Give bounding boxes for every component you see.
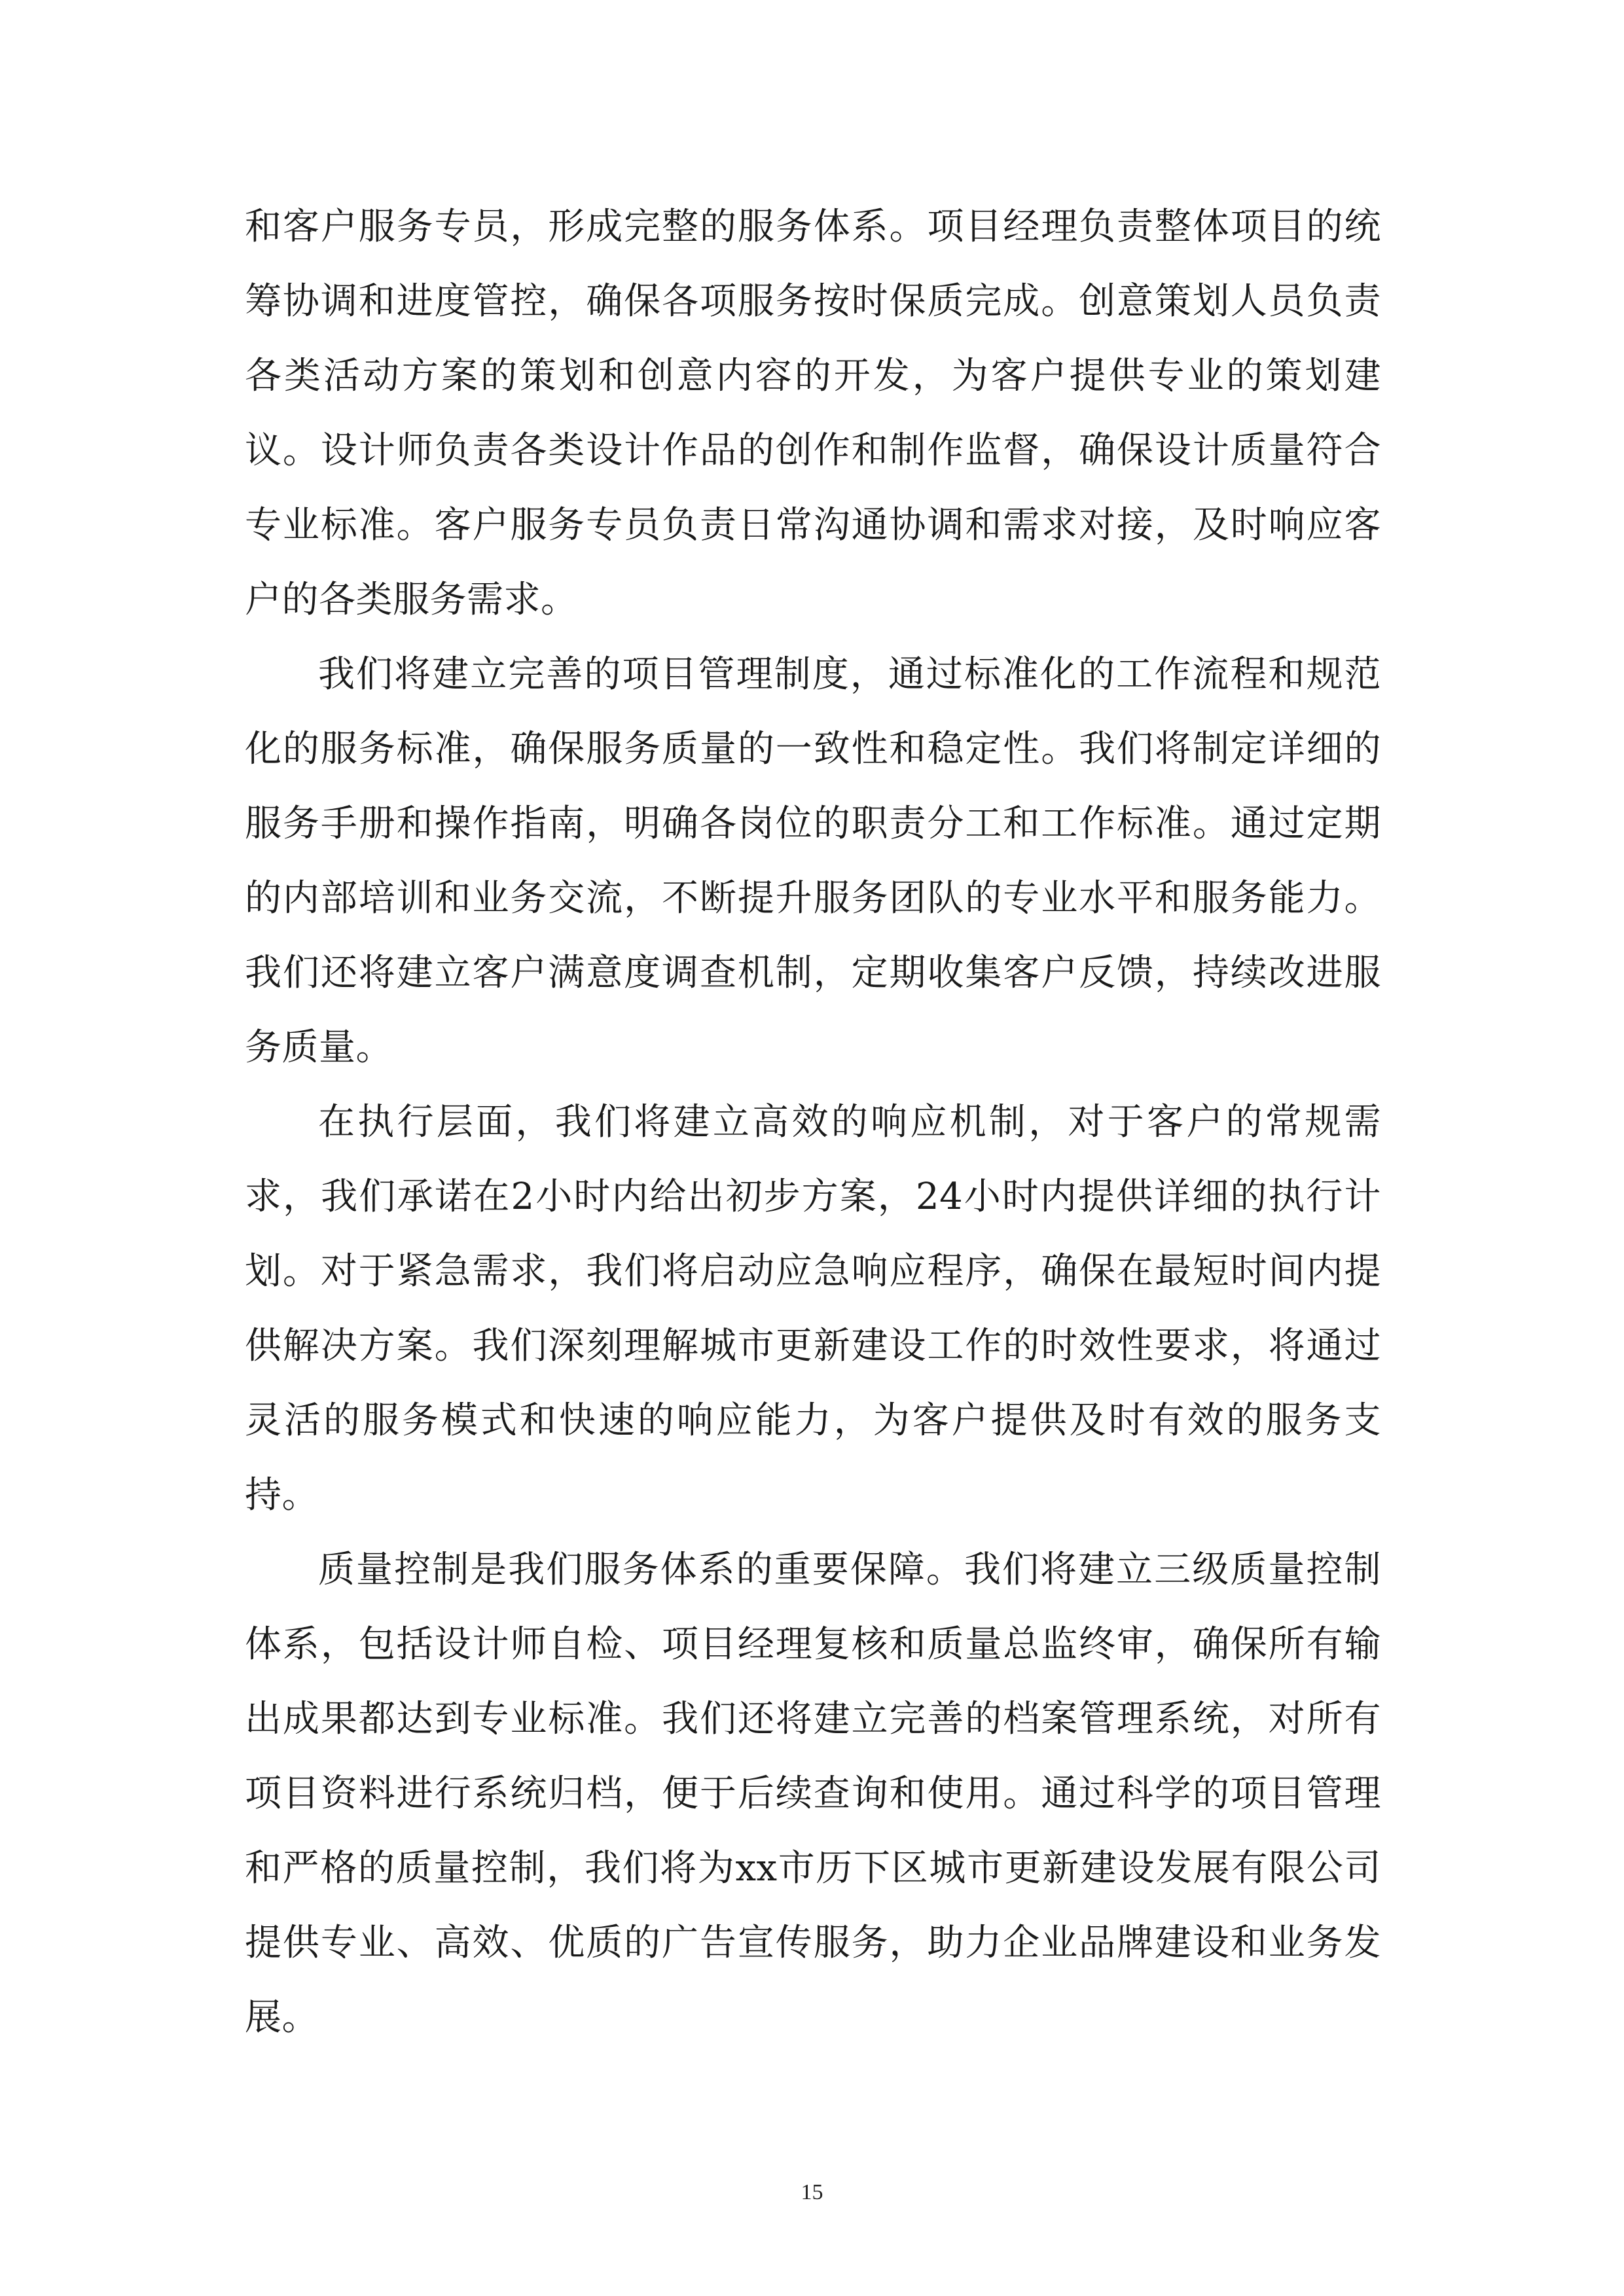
document-body [245, 190, 1381, 2055]
paragraph-response-mechanism: 在执行层面，我们将建立高效的响应机制，对于客户的常规需求，我们承诺在2小时内给出初步方案，24小时内提供详细的执行计划。对于紧急需求，我们将启动应急响应程序，确保在最短时间内提供解决方案。我们深刻理解城市更新建设工作的时效性要求，将通过灵活的服务模式和快速的响应能力，为客户提供及时有效的服务支持。 [245, 1101, 1381, 1516]
paragraph-service-team: 和客户服务专员，形成完整的服务体系。项目经理负责整体项目的统筹协调和进度管控，确保各项服务按时保质完成。创意策划人员负责各类活动方案的策划和创意内容的开发，为客户提供专业的策划建议。设计师负责各类设计作品的创作和制作监督，确保设计质量符合专业标准。客户服务专员负责日常沟通协调和需求对接，及时响应客户的各类服务需求。 [245, 206, 1381, 621]
paragraph-quality-control: 质量控制是我们服务体系的重要保障。我们将建立三级质量控制体系，包括设计师自检、项目经理复核和质量总监终审，确保所有输出成果都达到专业标准。我们还将建立完善的档案管理系统，对所有项目资料进行系统归档，便于后续查询和使用。通过科学的项目管理和严格的质量控制，我们将为xx市历下区城市更新建设发展有限公司提供专业、高效、优质的广告宣传服务，助力企业品牌建设和业务发展。 [245, 1549, 1381, 2039]
paragraph-project-management: 我们将建立完善的项目管理制度，通过标准化的工作流程和规范化的服务标准，确保服务质量的一致性和稳定性。我们将制定详细的服务手册和操作指南，明确各岗位的职责分工和工作标准。通过定期的内部培训和业务交流，不断提升服务团队的专业水平和服务能力。我们还将建立客户满意度调查机制，定期收集客户反馈，持续改进服务质量。 [245, 653, 1381, 1069]
page-number: 15 [801, 2180, 823, 2204]
